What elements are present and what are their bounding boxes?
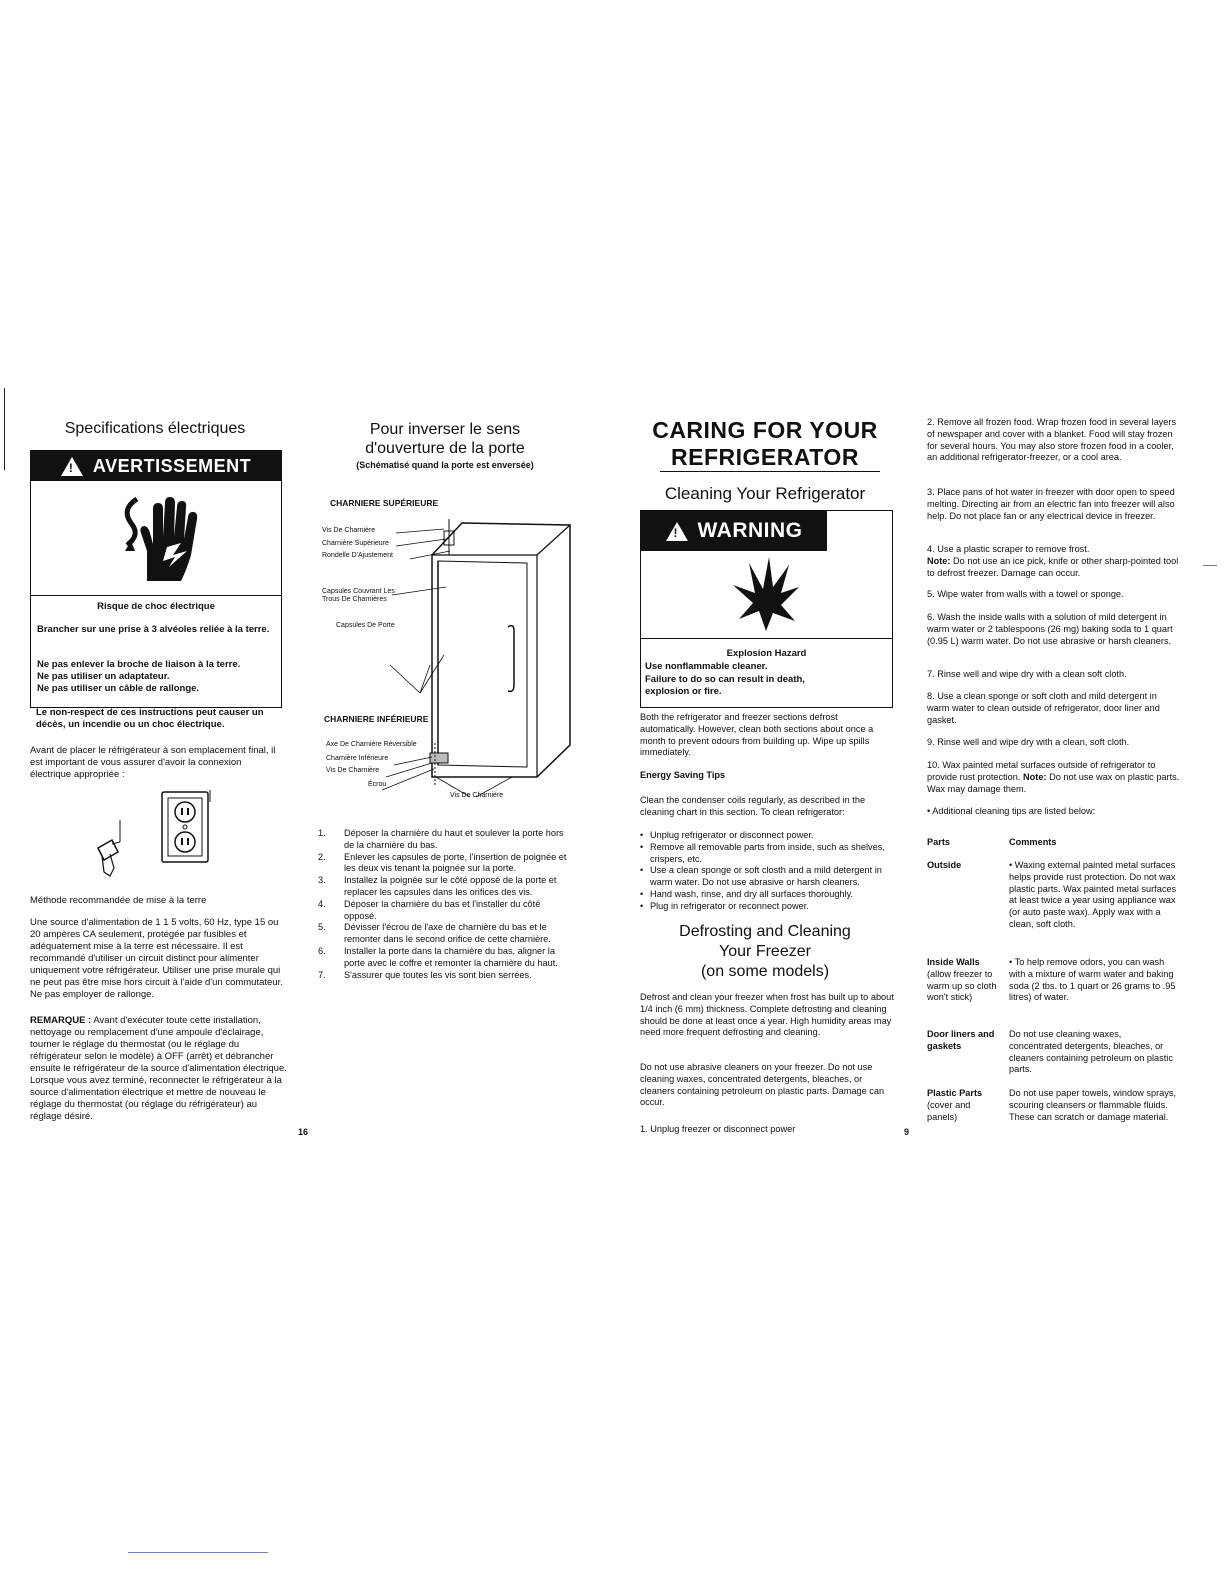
- step-number: 5.: [318, 922, 326, 933]
- label-capsules-porte: Capsules De Porte: [336, 622, 395, 629]
- defrost-step-9: 9. Rinse well and wipe dry with a clean, soft cloth.: [927, 737, 1130, 747]
- col2-title: [330, 420, 560, 458]
- part-name: Inside Walls: [927, 957, 980, 967]
- step-text: Installer la porte dans la charnière du bas, aligner la porte avec le coffre et remonter la charnière du haut.: [344, 945, 558, 968]
- warning-line-4: Ne pas utiliser un câble de rallonge.: [37, 683, 200, 694]
- avertissement-bar: [31, 451, 281, 481]
- defrost-step-4-text: 4. Use a plastic scraper to remove frost.: [927, 544, 1090, 554]
- caring-title-line1: CARING FOR YOUR: [652, 417, 878, 443]
- col3-para1: Both the refrigerator and freezer sections defrost automatically. However, clean both sections about once a month to prevent odours from building up. Wipe up spills immediately.: [640, 712, 874, 758]
- col1-remark: [30, 1015, 288, 1123]
- page-number-9: 9: [904, 1127, 910, 1137]
- step-text: S'assurer que toutes les vis sont bien serrées.: [344, 969, 532, 980]
- step-text: Déposer la charnière du haut et soulever la porte hors de la charnière du bas.: [344, 828, 564, 850]
- margin-mark: [1203, 565, 1217, 566]
- label-rondelle: Rondelle D'Ajustement: [322, 552, 393, 559]
- warning-label: WARNING: [697, 519, 803, 542]
- step-item: [318, 899, 574, 923]
- table-row-part: [927, 957, 997, 1004]
- grounding-caption: Méthode recommandée de mise à la terre: [30, 895, 207, 906]
- shock-hand-icon: [111, 489, 211, 589]
- defrost-title-line1: Defrosting and Cleaning: [679, 923, 851, 940]
- table-row-part: [927, 1029, 997, 1053]
- warning-box: [640, 510, 893, 708]
- label-capsules-trous: Capsules Couvrant Les Trous De Charnières: [322, 588, 395, 603]
- step-item: [318, 946, 574, 970]
- note-label: Note:: [927, 555, 951, 566]
- warning-divider: [641, 638, 892, 639]
- bullet-text: Remove all removable parts from inside, such as shelves, crispers, etc.: [650, 841, 885, 864]
- caring-title-line2: REFRIGERATOR: [671, 444, 859, 470]
- bottom-link-rule: [128, 1552, 268, 1553]
- caring-title: [640, 417, 890, 471]
- warning-line-2: Ne pas enlever la broche de liaison à la terre.: [37, 659, 241, 670]
- bullet-text: Plug in refrigerator or reconnect power.: [650, 900, 809, 911]
- part-note: (cover and panels): [927, 1099, 971, 1122]
- defrost-step-7: 7. Rinse well and wipe dry with a clean soft cloth.: [927, 669, 1127, 679]
- defrost-title: [640, 922, 890, 982]
- defrost-step-5: 5. Wipe water from walls with a towel or sponge.: [927, 589, 1124, 599]
- warning-triangle-icon: !: [666, 522, 688, 541]
- bullet-item: • Use a clean sponge or soft closth and a mild detergent in warm water. Do not use abrasive or harsh cleaners.: [640, 865, 896, 889]
- defrost-title-line2: Your Freezer: [719, 943, 811, 960]
- bullet-text: Unplug refrigerator or disconnect power.: [650, 830, 814, 840]
- avertissement-box: [30, 450, 282, 708]
- bullet-item: • Plug in refrigerator or reconnect power.: [640, 900, 809, 911]
- note-label: Note:: [1023, 771, 1047, 782]
- step-item: [318, 970, 574, 982]
- col3-para3: Do not use abrasive cleaners on your freezer. Do not use cleaning waxes, concentrated detergents, bleaches, or cleaners containing petroleum on plastic parts. Damage can occur.: [640, 1062, 885, 1108]
- warning-line-5: Le non-respect de ces instructions peut causer un décès, un incendie ou un choc électrique.: [36, 707, 264, 730]
- left-edge-rule: [4, 388, 5, 470]
- step-text: Enlever les capsules de porte, l'insertion de poignée et les deux vis tenant la poignée sur la porte.: [344, 851, 567, 874]
- step-number: 1.: [318, 828, 326, 838]
- part-note: (allow freezer to warm up so cloth won't stick): [927, 968, 997, 1003]
- table-row-comment: Do not use paper towels, window sprays, scouring cleansers or flammable fluids. These can scratch or damage material.: [1009, 1088, 1176, 1122]
- bottom-hinge-heading: CHARNIERE INFÉRIEURE: [324, 714, 429, 724]
- col2-subtitle: (Schématisé quand la porte est enversée): [356, 460, 534, 470]
- table-row-part: [927, 1088, 1003, 1123]
- table-row-part: [927, 860, 1003, 872]
- col3-step1: 1. Unplug freezer or disconnect power: [640, 1124, 796, 1134]
- table-head-parts: Parts: [927, 837, 950, 847]
- col3-para2: Defrost and clean your freezer when frost has built up to about 1/4 inch (6 mm) thickness. Complete defrosting and cleaning should be done at least once a year. High humidity areas may need more frequent defrosting and cleaning.: [640, 992, 894, 1038]
- page-number-16: 16: [298, 1127, 309, 1137]
- remark-label: REMARQUE :: [30, 1015, 92, 1026]
- warning-line-3: Ne pas utiliser un adaptateur.: [37, 671, 170, 682]
- warning-line-2: Failure to do so can result in death, explosion or fire.: [645, 674, 805, 697]
- bullet-item: • Hand wash, rinse, and dry all surfaces thoroughly.: [640, 888, 854, 899]
- label-vis-charniere: Vis De Charnière: [322, 527, 376, 534]
- step-number: 7.: [318, 969, 326, 980]
- bullet-item: • Remove all removable parts from inside, such as shelves, crispers, etc.: [640, 842, 896, 866]
- col1-intro: Avant de placer le réfrigérateur à son emplacement final, il est important de vous assurer d'avoir la connexion électrique appropriée :: [30, 745, 276, 780]
- step-item: [318, 828, 574, 852]
- top-hinge-heading: CHARNIERE SUPÉRIEURE: [330, 498, 439, 508]
- part-name: Outside: [927, 860, 962, 870]
- note-text: Do not use an ice pick, knife or other sharp-pointed tool to defrost freezer. Damage can occur.: [927, 555, 1179, 578]
- step-item: [318, 875, 574, 899]
- step-text: Installez la poignée sur le côté opposé de la porte et replacer les capsules dans les orifices des vis.: [344, 875, 557, 897]
- remark-text: Avant d'exécuter toute cette installation, nettoyage ou remplacement d'une ampoule d'éclairage, tourner le réglage du thermostat (ou le réglage du réfrigérateur selon le modèle) à OFF (arrêt) et débrancher ensuite le réfrigérateur de la source d'alimentation électrique. Lorsque vous avez terminé, reconnecter le réfrigérateur à la source d'alimentation électrique et mettre de nouveau le réglage du thermostat (ou réglage du réfrigérateur) au réglage désiré.: [30, 1015, 287, 1122]
- label-axe-charniere: Axe De Charnière Réversible: [326, 741, 417, 748]
- explosion-icon: [731, 555, 801, 635]
- warning-line-1: Brancher sur une prise à 3 alvéoles reliée à la terre.: [37, 624, 270, 635]
- defrost-step-6: 6. Wash the inside walls with a solution of mild detergent in warm water or 2 tablespoons (26 mg) baking soda to 1 quart (0.95 L) warm water. Do not use abrasive or harsh cleaners.: [927, 612, 1173, 646]
- defrost-step-4: [927, 544, 1179, 579]
- col2-title-line2: d'ouverture de la porte: [365, 440, 525, 457]
- clean-bullets: [640, 830, 896, 913]
- avertissement-label: AVERTISSEMENT: [92, 455, 252, 476]
- col2-title-line1: Pour inverser le sens: [369, 421, 521, 438]
- step-number: 4.: [318, 898, 326, 909]
- defrost-title-line3: (on some models): [700, 963, 830, 980]
- label-vis-charniere-3: Vis De Charnière: [450, 792, 504, 799]
- table-row-comment: • To help remove odors, you can wash with a mixture of warm water and baking soda (2 tbs. to 1 quart or 26 grams to .95 litres) of water.: [1009, 957, 1176, 1003]
- step-number: 3.: [318, 875, 326, 886]
- col1-para1: Une source d'alimentation de 1 1 5 volts, 60 Hz, type 15 ou 20 ampères CA seulement, protégée par fusibles et adéquatement mise à la terre est nécessaire. Il est recommandé d'utiliser un circuit distinct pour alimenter uniquement votre réfrigérateur. Utiliser une prise murale qui ne peut pas être mise hors circuit à l'aide d'un commutateur. Ne pas employer de rallonge.: [30, 917, 283, 1000]
- defrost-step-8: 8. Use a clean sponge or soft cloth and mild detergent in warm water to clean outside of refrigerator, door liner and gasket.: [927, 691, 1160, 725]
- energy-title: Energy Saving Tips: [640, 770, 726, 780]
- label-charniere-inferieure: Charnière Inférieure: [326, 755, 389, 762]
- bullet-text: Hand wash, rinse, and dry all surfaces thoroughly.: [650, 888, 854, 899]
- hazard-title: Risque de choc électrique: [97, 601, 215, 612]
- bullet-text: Use a clean sponge or soft closth and a mild detergent in warm water. Do not use abrasive or harsh cleaners.: [650, 865, 882, 888]
- part-name: Plastic Parts: [927, 1088, 983, 1098]
- table-head-comments: Comments: [1009, 837, 1057, 847]
- warning-triangle-icon: !: [61, 457, 83, 476]
- defrost-step-10: [927, 760, 1181, 795]
- explosion-hazard-title: Explosion Hazard: [726, 648, 807, 659]
- label-ecrou: Écrou: [368, 781, 387, 788]
- label-vis-charniere-2: Vis De Charnière: [326, 767, 380, 774]
- door-steps-list: [318, 828, 574, 981]
- part-name: Door liners and gaskets: [927, 1029, 995, 1051]
- energy-text: Clean the condenser coils regularly, as described in the cleaning chart in this section. To clean refrigerator:: [640, 795, 866, 817]
- step-number: 6.: [318, 945, 326, 956]
- bullet-item: • Unplug refrigerator or disconnect power.: [640, 830, 814, 840]
- defrost-step-3: 3. Place pans of hot water in freezer with door open to speed melting. Directing air from an electric fan into freezer will also help. Do not place fan or any electrical device in freezer.: [927, 487, 1175, 521]
- table-row-comment: • Waxing external painted metal surfaces helps provide rust protection. Do not wax plastic parts. Wax painted metal surfaces at least twice a year using appliance wax (or auto paste wax). Apply wax with a clean, soft cloth.: [1009, 860, 1177, 929]
- warning-divider: [31, 595, 281, 596]
- label-charniere-superieure: Charnière Supérieure: [322, 540, 389, 547]
- step-text: Dévisser l'écrou de l'axe de charnière du bas et le remonter dans le second orifice de cette charnière.: [344, 922, 551, 945]
- additional-tips: • Additional cleaning tips are listed below:: [927, 806, 1096, 816]
- caring-title-rule: [660, 471, 880, 472]
- step-item: [318, 852, 574, 876]
- grounded-outlet-icon: [90, 790, 220, 885]
- step-text: Déposer la charnière du bas et l'installer du côté opposé.: [344, 898, 541, 921]
- note-text: Do not use wax on plastic parts. Wax may damage them.: [927, 771, 1180, 794]
- table-row-comment: Do not use cleaning waxes, concentrated detergents, bleaches, or cleaners containing petroleum on plastic parts.: [1009, 1029, 1173, 1075]
- step-item: [318, 922, 574, 946]
- defrost-step-2: 2. Remove all frozen food. Wrap frozen food in several layers of newspaper and cover with a blanket. Food will stay frozen for several hours. You may also store frozen food in a cooler, an additional refrigerator-freezer, or a cool area.: [927, 417, 1177, 463]
- cleaning-subtitle: Cleaning Your Refrigerator: [664, 484, 866, 503]
- defrost-step-4-note: [927, 556, 1179, 580]
- warning-bar: [641, 511, 827, 551]
- col1-title: Specifications électriques: [64, 420, 246, 437]
- step-number: 2.: [318, 851, 326, 862]
- warning-line-1: Use nonflammable cleaner.: [645, 661, 768, 672]
- defrost-step-10-text: 10. Wax painted metal surfaces outside of refrigerator to provide rust protection.: [927, 760, 1156, 782]
